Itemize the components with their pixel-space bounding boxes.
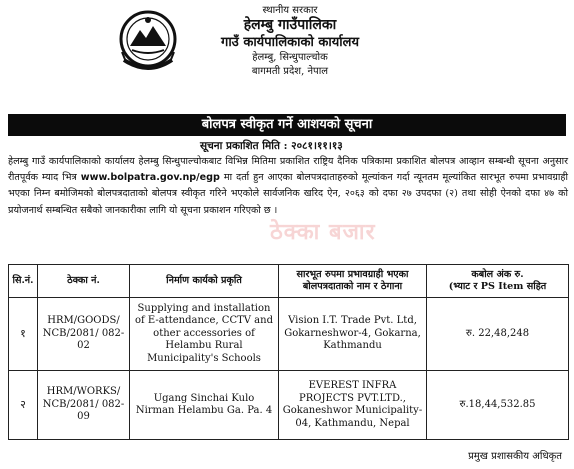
- row-contract: HRM/WORKS/ NCB/2081/ 082-09: [38, 371, 130, 440]
- office-name: गाउँ कार्यपालिकाको कार्यालय: [221, 35, 359, 50]
- nepal-emblem-icon: [116, 6, 180, 76]
- row-amount: रु. 22,48,248: [427, 298, 569, 371]
- office-header: [180, 4, 400, 79]
- row-work: Ugang Sinchai Kulo Nirman Helambu Ga. Pa. 4: [130, 371, 279, 440]
- notice-body-part1: हेलम्बु गाउँ कार्यपालिकाको कार्यालय हेलम्बु सिन्धुपाल्चोकबाट विभिन्न मितिमा प्रकाशित राष्ट्रिय दैनिक पत्रिकामा प्रकाशित बोलपत्र आव्हान सम्बन्धी सूचना अनुसार रीतपूर्वक म्याद भित्र: [8, 156, 568, 184]
- address-line-2: बागमती प्रदेश, नेपाल: [251, 66, 329, 77]
- table-header-row: [9, 265, 569, 298]
- table-row: [9, 371, 569, 440]
- address-line-1: हेलम्बु, सिन्धुपाल्चोक: [252, 52, 328, 63]
- row-contract: HRM/GOODS/ NCB/2081/ 082-02: [38, 298, 130, 371]
- publish-date-value: २०८१।११।१३: [291, 140, 343, 152]
- publish-date-label: सूचना प्रकाशित मिति :: [200, 140, 292, 152]
- row-work: Supplying and installation of E-attendance, CCTV and other accessories of Helambu Rural Municipality's Schools: [130, 298, 279, 371]
- header-contract: ठेक्का नं.: [38, 265, 130, 298]
- row-bidder: EVEREST INFRA PROJECTS PVT.LTD., Gokaneshwor Municipality-04, Kathmandu, Nepal: [279, 371, 427, 440]
- publish-date-line: [200, 139, 343, 153]
- signature-title: प्रमुख प्रशासकीय अधिकृत: [468, 451, 562, 462]
- header-sn: सि.नं.: [9, 265, 38, 298]
- table-row: [9, 298, 569, 371]
- local-government-label: स्थानीय सरकार: [262, 5, 318, 16]
- row-bidder: Vision I.T. Trade Pvt. Ltd, Gokarneshwor-4, Gokarna, Kathmandu: [279, 298, 427, 371]
- row-sn: २: [9, 371, 38, 440]
- header-work: निर्माण कार्यको प्रकृति: [130, 265, 279, 298]
- header-bidder: सारभूत रुपमा प्रभावग्राही भएका बोलपत्रदाताको नाम र ठेगाना: [279, 265, 427, 298]
- notice-body-part2: मा दर्ता हुन आएका बोलपत्रदाताहरुको मूल्यांकन गर्दा न्यूनतम मूल्यांकित सारभूत रुपमा प्रभावग्राही भएका निम्न बमोजिमको बोलपत्रदाताको बोलपत्र स्वीकृत गरिने भएकोले सार्वजनिक खरिद ऐन, २०६३ को दफा २७ उपदफा (२) तथा सोही ऐनको दफा ४७ को प्रयोजनार्थ सम्बन्धित सबैको जानकारीका लागि यो सूचना प्रकाशन गरिएको छ ।: [8, 172, 568, 216]
- bolpatra-link[interactable]: www.bolpatra.gov.np/egp: [80, 172, 220, 184]
- bid-award-table: [8, 264, 569, 440]
- row-amount: रु.18,44,532.85: [427, 371, 569, 440]
- notice-body: [8, 154, 568, 219]
- municipality-name: हेलम्बु गाउँपालिका: [243, 17, 337, 33]
- row-sn: १: [9, 298, 38, 371]
- header-amount: कबोल अंक रु. (भ्याट र PS Item सहित: [427, 265, 569, 298]
- notice-title: बोलपत्र स्वीकृत गर्ने आशयको सूचना: [8, 114, 566, 136]
- watermark: ठेक्का बजार: [270, 220, 376, 245]
